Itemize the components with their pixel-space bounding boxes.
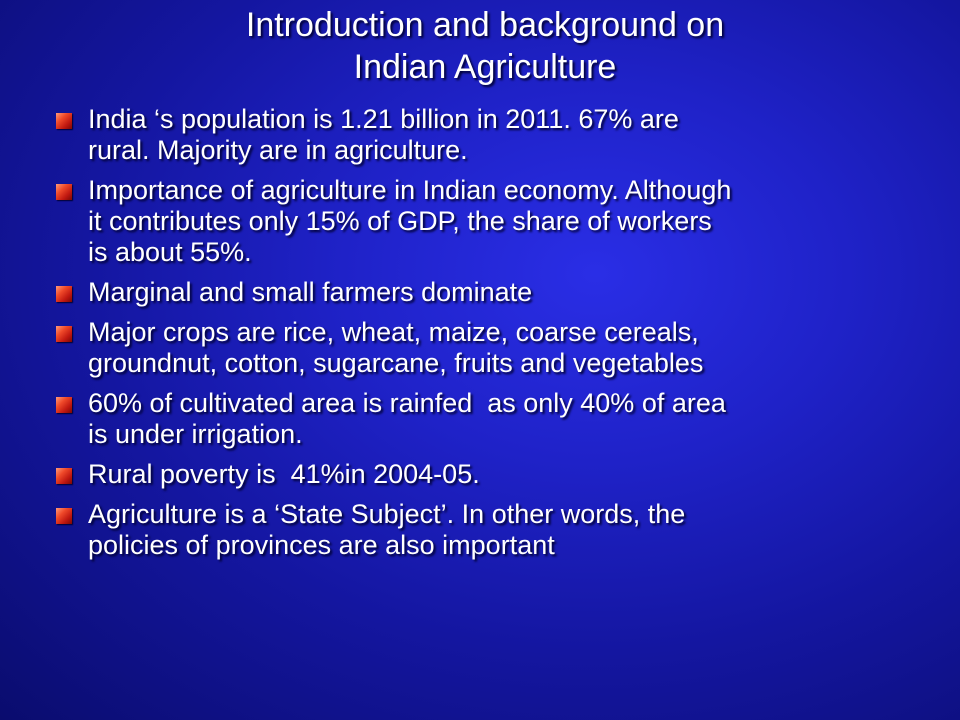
bullet-text — [88, 388, 935, 450]
bullet-text — [88, 175, 935, 268]
bullet-line: Importance of agriculture in Indian economy. Although — [88, 175, 732, 205]
square-bullet-icon — [56, 286, 72, 302]
bullet-line: Rural poverty is 41%in 2004-05. — [88, 459, 480, 489]
bullet-line: Major crops are rice, wheat, maize, coarse cereals, — [88, 317, 699, 347]
square-bullet-icon — [56, 508, 72, 524]
bullet-item — [55, 277, 935, 308]
bullet-line: is about 55%. — [88, 237, 252, 267]
bullet-text — [88, 104, 935, 166]
bullet-line: Agriculture is a ‘State Subject’. In other words, the — [88, 499, 686, 529]
bullet-text — [88, 277, 935, 308]
title-line-1: Introduction and background on — [245, 6, 725, 44]
square-bullet-icon — [56, 468, 72, 484]
bullet-line: is under irrigation. — [88, 419, 303, 449]
bullet-line: India ‘s population is 1.21 billion in 2011. 67% are — [88, 104, 679, 134]
bullet-text — [88, 499, 935, 561]
square-bullet-icon — [56, 113, 72, 129]
bullet-item — [55, 499, 935, 561]
bullet-item — [55, 175, 935, 268]
bullet-line: it contributes only 15% of GDP, the share of workers — [88, 206, 712, 236]
slide-title — [100, 4, 870, 88]
bullet-item — [55, 459, 935, 490]
square-bullet-icon — [56, 184, 72, 200]
bullet-line: groundnut, cotton, sugarcane, fruits and vegetables — [88, 348, 704, 378]
bullet-line: 60% of cultivated area is rainfed as only 40% of area — [88, 388, 726, 418]
square-bullet-icon — [56, 326, 72, 342]
bullet-item — [55, 388, 935, 450]
bullet-item — [55, 317, 935, 379]
bullet-line: policies of provinces are also important — [88, 530, 555, 560]
title-line-2: Indian Agriculture — [353, 48, 617, 86]
bullet-line: Marginal and small farmers dominate — [88, 277, 533, 307]
square-bullet-icon — [56, 397, 72, 413]
bullet-text — [88, 459, 935, 490]
bullet-list — [55, 104, 935, 570]
bullet-line: rural. Majority are in agriculture. — [88, 135, 468, 165]
bullet-item — [55, 104, 935, 166]
bullet-text — [88, 317, 935, 379]
